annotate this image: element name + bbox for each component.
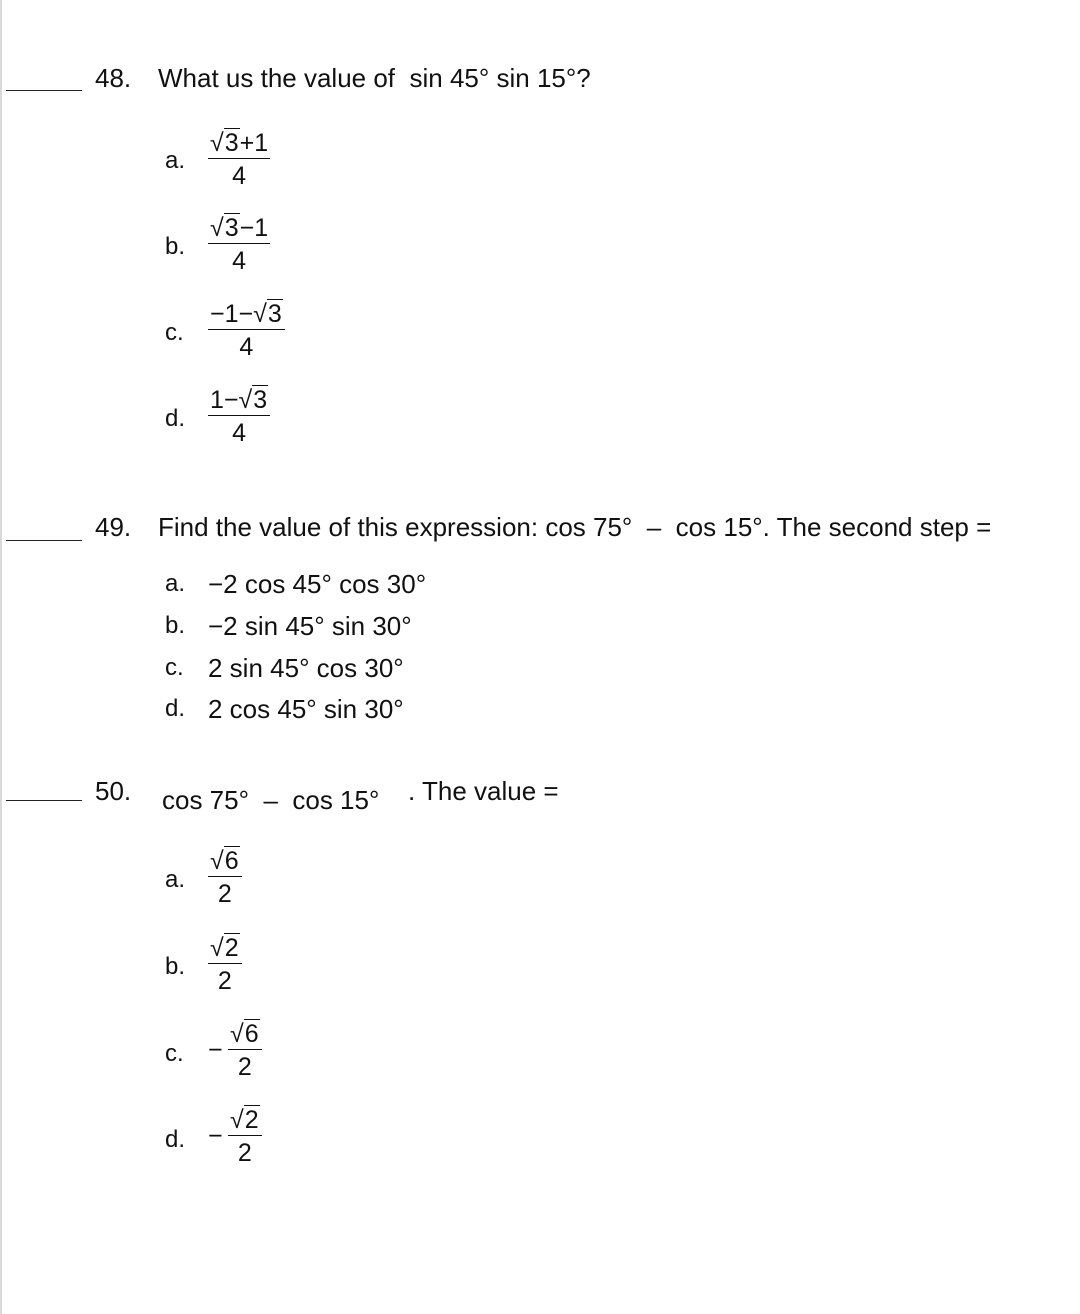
- minus-sign: −: [208, 1036, 223, 1064]
- option-letter: d.: [165, 1126, 186, 1153]
- option-letter: c.: [165, 654, 184, 681]
- sqrt: √2: [230, 1106, 259, 1134]
- sqrt: √3: [238, 386, 268, 414]
- option-c-fraction[interactable]: [228, 1019, 262, 1082]
- fraction-numerator: [228, 1105, 262, 1135]
- radicand: 6: [224, 847, 239, 875]
- option-letter: b.: [165, 233, 186, 260]
- option-c-fraction[interactable]: [208, 299, 285, 362]
- fraction-denominator: 4: [208, 415, 270, 448]
- option-letter: c.: [165, 1040, 184, 1067]
- radicand: 3: [224, 129, 239, 157]
- question-number: 48.: [95, 63, 132, 93]
- question-number: 50.: [95, 776, 132, 806]
- option-d-fraction[interactable]: [208, 385, 270, 448]
- page-edge: [0, 0, 2, 1314]
- option-letter: a.: [165, 866, 186, 893]
- answer-blank-49[interactable]: [6, 540, 82, 541]
- option-a-fraction[interactable]: [208, 128, 270, 191]
- fraction-denominator: 2: [208, 963, 242, 996]
- question-expression: sin 45° sin 15°?: [409, 63, 591, 93]
- option-letter: b.: [165, 612, 186, 639]
- question-prompt: What us the value of: [158, 63, 396, 93]
- fraction-denominator: 2: [228, 1135, 262, 1168]
- answer-blank-50[interactable]: [6, 800, 82, 801]
- radicand: 6: [244, 1020, 259, 1048]
- fraction-numerator: [208, 846, 242, 876]
- option-letter: a.: [165, 147, 186, 174]
- option-letter: b.: [165, 953, 186, 980]
- option-b-text[interactable]: −2 sin 45° sin 30°: [208, 611, 412, 641]
- sqrt: √6: [230, 1020, 259, 1048]
- numerator-pre: −1−: [210, 300, 254, 328]
- option-d-text[interactable]: 2 cos 45° sin 30°: [208, 694, 404, 724]
- fraction-denominator: 2: [208, 876, 242, 909]
- fraction-numerator: [208, 213, 270, 243]
- fraction-denominator: 4: [208, 158, 270, 191]
- fraction-numerator: [208, 385, 270, 415]
- question-text: Find the value of this expression: cos 75° – cos 15°. The second step =: [158, 512, 992, 542]
- fraction-numerator: [208, 299, 285, 329]
- fraction-numerator: [208, 933, 242, 963]
- numerator-pre: 1−: [210, 386, 239, 414]
- radicand: 2: [224, 934, 239, 962]
- question-number: 49.: [95, 512, 132, 542]
- sqrt: √6: [210, 847, 239, 875]
- numerator-rest: −1: [239, 214, 269, 242]
- radicand: 3: [267, 300, 282, 328]
- option-letter: c.: [165, 319, 184, 346]
- option-letter: d.: [165, 695, 186, 722]
- option-c-text[interactable]: 2 sin 45° cos 30°: [208, 653, 404, 683]
- sqrt: √3: [210, 214, 239, 242]
- sqrt: √2: [210, 934, 239, 962]
- question-text: [158, 63, 591, 94]
- question-text: . The value =: [408, 776, 559, 806]
- fraction-denominator: 2: [228, 1049, 262, 1082]
- option-a-text[interactable]: −2 cos 45° cos 30°: [208, 569, 427, 599]
- option-b-fraction[interactable]: [208, 933, 242, 996]
- fraction-denominator: 4: [208, 329, 285, 362]
- fraction-numerator: [208, 128, 270, 158]
- fraction-numerator: [228, 1019, 262, 1049]
- sqrt: √3: [210, 129, 239, 157]
- option-letter: d.: [165, 405, 186, 432]
- option-b-fraction[interactable]: [208, 213, 270, 276]
- option-letter: a.: [165, 570, 186, 597]
- option-d-fraction[interactable]: [228, 1105, 262, 1168]
- radicand: 3: [253, 386, 268, 414]
- radicand: 3: [224, 214, 239, 242]
- option-a-fraction[interactable]: [208, 846, 242, 909]
- sqrt: √3: [253, 300, 282, 328]
- numerator-rest: +1: [239, 129, 269, 157]
- radicand: 2: [244, 1106, 259, 1134]
- fraction-denominator: 4: [208, 243, 270, 276]
- answer-blank-48[interactable]: [6, 90, 82, 91]
- minus-sign: −: [208, 1122, 223, 1150]
- question-expression: cos 75° – cos 15°: [162, 785, 380, 815]
